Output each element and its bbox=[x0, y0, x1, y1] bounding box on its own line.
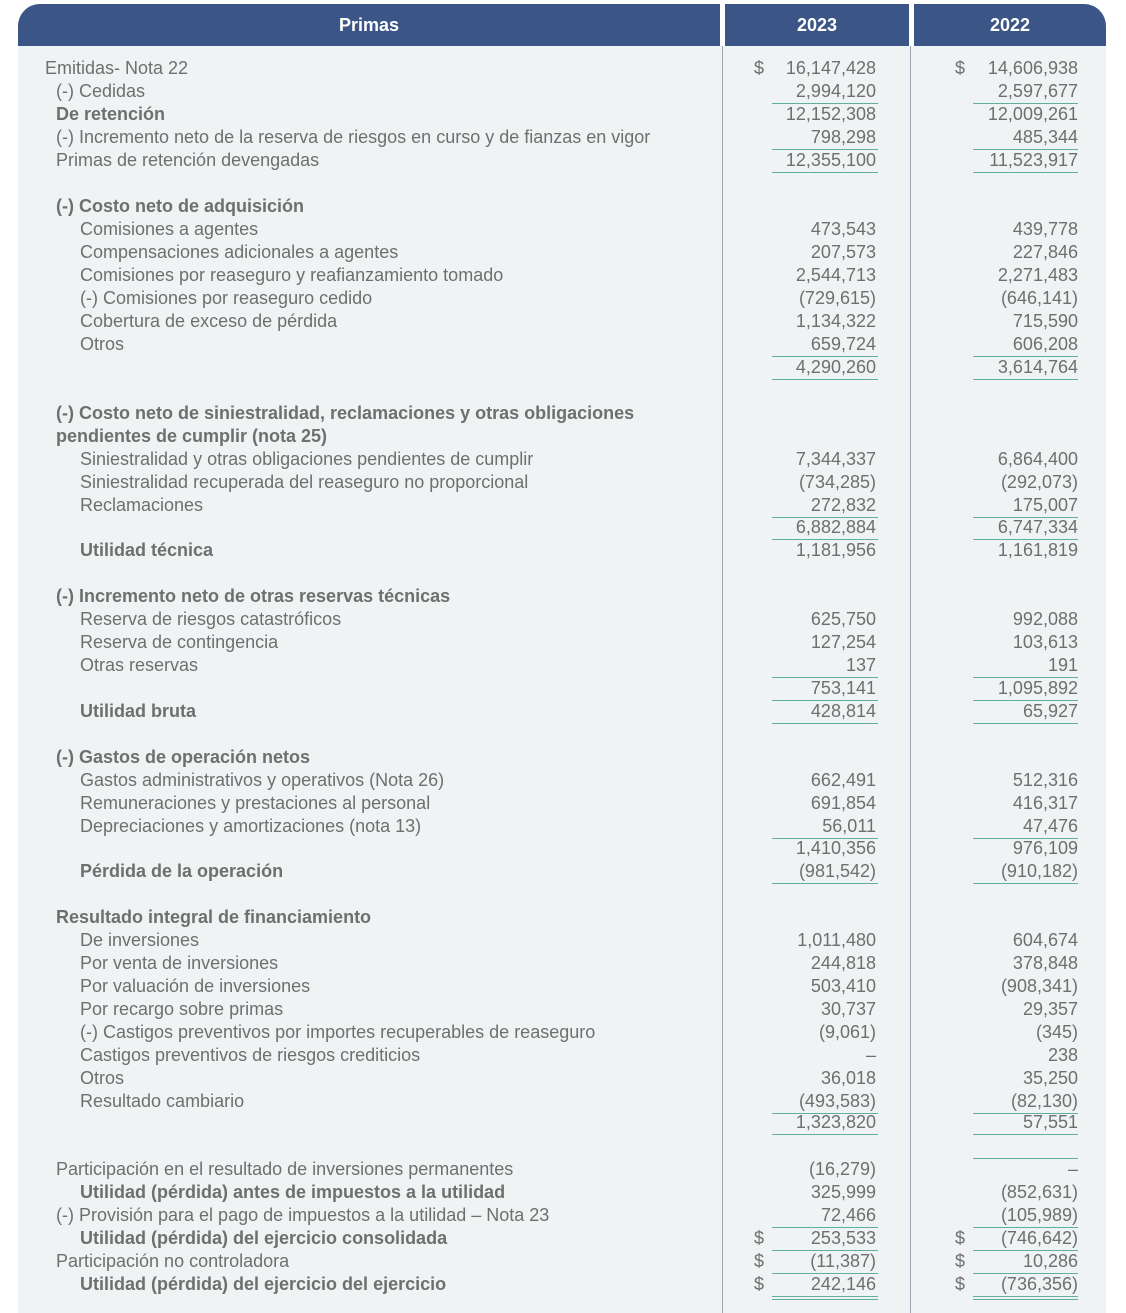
statement-row bbox=[0, 1181, 1126, 1204]
row-label: (-) Costo neto de siniestralidad, reclamaciones y otras obligaciones bbox=[56, 403, 635, 423]
row-label: Comisiones a agentes bbox=[80, 219, 259, 239]
value-2023: 1,410,356 bbox=[795, 838, 876, 858]
value-2023: 242,146 bbox=[810, 1274, 876, 1294]
row-label: Utilidad (pérdida) del ejercicio consolidada bbox=[80, 1228, 448, 1248]
value-2022: 57,551 bbox=[1022, 1112, 1078, 1132]
row-label: Depreciaciones y amortizaciones (nota 13) bbox=[80, 816, 422, 836]
value-2022: 103,613 bbox=[1012, 632, 1078, 652]
row-label: Participación no controladora bbox=[56, 1251, 290, 1271]
row-label: Emitidas- Nota 22 bbox=[45, 58, 189, 78]
row-label: Cobertura de exceso de pérdida bbox=[80, 311, 338, 331]
value-2022: 992,088 bbox=[1012, 609, 1078, 629]
row-label: Utilidad bruta bbox=[80, 701, 196, 721]
statement-row bbox=[0, 815, 1126, 838]
value-2022: 1,161,819 bbox=[997, 540, 1078, 560]
value-2022: 976,109 bbox=[1012, 838, 1078, 858]
underline-rule bbox=[772, 172, 878, 173]
statement-row bbox=[0, 126, 1126, 149]
row-label: Resultado integral de financiamiento bbox=[56, 907, 372, 927]
value-2023: (493,583) bbox=[798, 1091, 876, 1111]
value-2023: 36,018 bbox=[820, 1068, 876, 1088]
statement-row bbox=[0, 792, 1126, 815]
value-2023: 1,011,480 bbox=[797, 930, 876, 950]
value-2023: (729,615) bbox=[798, 288, 876, 308]
row-label: (-) Gastos de operación netos bbox=[56, 747, 311, 767]
value-2022: 47,476 bbox=[1022, 816, 1078, 836]
statement-row bbox=[0, 1204, 1126, 1227]
underline-rule bbox=[973, 1134, 1078, 1135]
currency-2023: $ bbox=[754, 1251, 765, 1271]
value-2023: (9,061) bbox=[818, 1022, 876, 1042]
row-label: (-) Cedidas bbox=[56, 81, 146, 101]
value-2022: (910,182) bbox=[1000, 861, 1078, 881]
value-2022: (105,989) bbox=[1000, 1205, 1078, 1225]
value-2023: 7,344,337 bbox=[795, 449, 876, 469]
statement-row bbox=[0, 333, 1126, 356]
value-2023: 473,543 bbox=[810, 219, 876, 239]
value-2022: (852,631) bbox=[1000, 1182, 1078, 1202]
underline-rule bbox=[973, 172, 1078, 173]
statement-row bbox=[0, 1090, 1126, 1113]
row-label: Por venta de inversiones bbox=[80, 953, 279, 973]
statement-row bbox=[0, 631, 1126, 654]
underline-rule bbox=[973, 1296, 1078, 1297]
value-2023: 72,466 bbox=[820, 1205, 876, 1225]
statement-row bbox=[0, 585, 1126, 608]
statement-row bbox=[0, 769, 1126, 792]
value-2022: 6,864,400 bbox=[997, 449, 1078, 469]
statement-row bbox=[0, 287, 1126, 310]
underline-rule bbox=[772, 379, 878, 380]
value-2022: 35,250 bbox=[1022, 1068, 1078, 1088]
value-2022: 6,747,334 bbox=[997, 517, 1078, 537]
statement-row bbox=[0, 975, 1126, 998]
value-2023: 1,323,820 bbox=[795, 1112, 876, 1132]
value-2023: 625,750 bbox=[810, 609, 876, 629]
row-label: Comisiones por reaseguro y reafianzamiento tomado bbox=[80, 265, 504, 285]
underline-rule bbox=[772, 883, 878, 884]
value-2023: 16,147,428 bbox=[785, 58, 876, 78]
value-2023: 662,491 bbox=[810, 770, 876, 790]
value-2022: 604,674 bbox=[1012, 930, 1078, 950]
row-label: Otras reservas bbox=[80, 655, 199, 675]
value-2022: 14,606,938 bbox=[987, 58, 1078, 78]
value-2023: 428,814 bbox=[810, 701, 876, 721]
row-label: Por recargo sobre primas bbox=[80, 999, 284, 1019]
underline-rule bbox=[772, 1296, 878, 1297]
value-2022: 175,007 bbox=[1012, 495, 1078, 515]
value-2022: 10,286 bbox=[1022, 1251, 1078, 1271]
statement-row bbox=[0, 471, 1126, 494]
currency-2022: $ bbox=[955, 1228, 966, 1248]
row-label: Otros bbox=[80, 1068, 125, 1088]
row-label: (-) Castigos preventivos por importes recuperables de reaseguro bbox=[80, 1022, 596, 1042]
row-label: (-) Incremento neto de la reserva de riesgos en curso y de fianzas en vigor bbox=[56, 127, 651, 147]
statement-row bbox=[0, 241, 1126, 264]
value-2022: (292,073) bbox=[1000, 472, 1078, 492]
row-label: Gastos administrativos y operativos (Nota 26) bbox=[80, 770, 445, 790]
row-label: De inversiones bbox=[80, 930, 200, 950]
row-label: Castigos preventivos de riesgos crediticios bbox=[80, 1045, 421, 1065]
underline-rule bbox=[772, 723, 878, 724]
underline-rule bbox=[973, 883, 1078, 884]
value-2023: 325,999 bbox=[810, 1182, 876, 1202]
row-label: Siniestralidad recuperada del reaseguro no proporcional bbox=[80, 472, 529, 492]
underline-rule bbox=[973, 1299, 1078, 1300]
statement-row bbox=[0, 700, 1126, 723]
value-2022: 227,846 bbox=[1012, 242, 1078, 262]
value-2022: 416,317 bbox=[1012, 793, 1078, 813]
row-label: Por valuación de inversiones bbox=[80, 976, 311, 996]
currency-2022: $ bbox=[955, 58, 966, 78]
statement-row bbox=[0, 654, 1126, 677]
statement-row bbox=[0, 1227, 1126, 1250]
statement-row bbox=[0, 952, 1126, 975]
statement-row bbox=[0, 402, 1126, 425]
value-2022: 191 bbox=[1047, 655, 1078, 675]
value-2022: 2,271,483 bbox=[997, 265, 1078, 285]
statement-row bbox=[0, 1250, 1126, 1273]
value-2022: 378,848 bbox=[1012, 953, 1078, 973]
row-label: Reserva de contingencia bbox=[80, 632, 279, 652]
underline-rule bbox=[973, 723, 1078, 724]
value-2023: 244,818 bbox=[810, 953, 876, 973]
currency-2023: $ bbox=[754, 1274, 765, 1294]
row-label: (-) Incremento neto de otras reservas técnicas bbox=[56, 586, 451, 606]
row-label: Utilidad (pérdida) del ejercicio del ejercicio bbox=[80, 1274, 447, 1294]
row-label: Otros bbox=[80, 334, 125, 354]
statement-row bbox=[0, 929, 1126, 952]
value-2022: 512,316 bbox=[1012, 770, 1078, 790]
value-2022: (746,642) bbox=[1000, 1228, 1078, 1248]
statement-row bbox=[0, 218, 1126, 241]
value-2023: 56,011 bbox=[822, 816, 876, 836]
value-2022: 485,344 bbox=[1012, 127, 1078, 147]
statement-row bbox=[0, 494, 1126, 517]
value-2022: (345) bbox=[1035, 1022, 1078, 1042]
statement-row bbox=[0, 677, 1126, 700]
statement-row bbox=[0, 425, 1126, 448]
row-label: Participación en el resultado de inversiones permanentes bbox=[56, 1159, 514, 1179]
row-label: Utilidad (pérdida) antes de impuestos a la utilidad bbox=[80, 1182, 506, 1202]
value-2022: 715,590 bbox=[1012, 311, 1078, 331]
row-label: Utilidad técnica bbox=[80, 540, 214, 560]
statement-row bbox=[0, 310, 1126, 333]
statement-row bbox=[0, 746, 1126, 769]
value-2022: 3,614,764 bbox=[997, 357, 1078, 377]
value-2022: (82,130) bbox=[1010, 1091, 1078, 1111]
underline-rule bbox=[973, 1158, 1078, 1159]
row-label: Resultado cambiario bbox=[80, 1091, 245, 1111]
value-2023: 798,298 bbox=[810, 127, 876, 147]
statement-row bbox=[0, 860, 1126, 883]
value-2022: (736,356) bbox=[1000, 1274, 1078, 1294]
underline-rule bbox=[772, 1134, 878, 1135]
underline-rule bbox=[772, 1299, 878, 1300]
statement-row bbox=[0, 539, 1126, 562]
value-2023: 1,134,322 bbox=[795, 311, 876, 331]
value-2022: 11,523,917 bbox=[989, 150, 1078, 170]
value-2023: 207,573 bbox=[810, 242, 876, 262]
statement-row bbox=[0, 448, 1126, 471]
value-2022: (646,141) bbox=[1000, 288, 1078, 308]
value-2023: 127,254 bbox=[810, 632, 876, 652]
statement-row bbox=[0, 356, 1126, 379]
statement-row bbox=[0, 1273, 1126, 1296]
statement-row bbox=[0, 1111, 1126, 1134]
value-2023: 6,882,884 bbox=[795, 517, 876, 537]
statement-row bbox=[0, 906, 1126, 929]
value-2023: 272,832 bbox=[810, 495, 876, 515]
row-label: Siniestralidad y otras obligaciones pendientes de cumplir bbox=[80, 449, 534, 469]
row-label: Primas de retención devengadas bbox=[56, 150, 320, 170]
value-2022: 1,095,892 bbox=[997, 678, 1078, 698]
value-2023: 2,544,713 bbox=[795, 265, 876, 285]
value-2022: 238 bbox=[1047, 1045, 1078, 1065]
value-2022: (908,341) bbox=[1000, 976, 1078, 996]
statement-row bbox=[0, 1158, 1126, 1181]
value-2023: 753,141 bbox=[810, 678, 876, 698]
value-2023: 691,854 bbox=[810, 793, 876, 813]
row-label: Pérdida de la operación bbox=[80, 861, 284, 881]
value-2023: (981,542) bbox=[798, 861, 876, 881]
row-label: De retención bbox=[56, 104, 166, 124]
value-2023: (734,285) bbox=[798, 472, 876, 492]
statement-row bbox=[0, 1044, 1126, 1067]
value-2022: – bbox=[1067, 1159, 1078, 1179]
value-2023: 12,355,100 bbox=[785, 150, 876, 170]
value-2022: 12,009,261 bbox=[987, 104, 1078, 124]
value-2023: (11,387) bbox=[810, 1251, 876, 1271]
value-2023: 4,290,260 bbox=[795, 357, 876, 377]
header-primas: Primas bbox=[18, 4, 720, 46]
value-2022: 29,357 bbox=[1022, 999, 1078, 1019]
value-2022: 2,597,677 bbox=[997, 81, 1078, 101]
row-label: Reclamaciones bbox=[80, 495, 204, 515]
underline-rule bbox=[973, 379, 1078, 380]
statement-row bbox=[0, 516, 1126, 539]
statement-row bbox=[0, 1067, 1126, 1090]
statement-row bbox=[0, 195, 1126, 218]
row-label: (-) Comisiones por reaseguro cedido bbox=[80, 288, 373, 308]
value-2023: 253,533 bbox=[810, 1228, 876, 1248]
statement-row bbox=[0, 1021, 1126, 1044]
value-2023: 30,737 bbox=[820, 999, 876, 1019]
value-2023: 1,181,956 bbox=[795, 540, 876, 560]
statement-row bbox=[0, 998, 1126, 1021]
currency-2023: $ bbox=[754, 1228, 765, 1248]
statement-row bbox=[0, 103, 1126, 126]
statement-row bbox=[0, 608, 1126, 631]
value-2023: (16,279) bbox=[808, 1159, 876, 1179]
header-2023: 2023 bbox=[725, 4, 909, 46]
value-2022: 606,208 bbox=[1012, 334, 1078, 354]
row-label: pendientes de cumplir (nota 25) bbox=[56, 426, 328, 446]
value-2023: 2,994,120 bbox=[795, 81, 876, 101]
value-2023: 503,410 bbox=[810, 976, 876, 996]
currency-2023: $ bbox=[754, 58, 765, 78]
row-label: Reserva de riesgos catastróficos bbox=[80, 609, 342, 629]
value-2022: 439,778 bbox=[1012, 219, 1078, 239]
statement-row bbox=[0, 57, 1126, 80]
row-label: (-) Provisión para el pago de impuestos a la utilidad – Nota 23 bbox=[56, 1205, 550, 1225]
statement-row bbox=[0, 837, 1126, 860]
value-2022: 65,927 bbox=[1022, 701, 1078, 721]
statement-row bbox=[0, 264, 1126, 287]
statement-row bbox=[0, 80, 1126, 103]
row-label: Remuneraciones y prestaciones al personal bbox=[80, 793, 431, 813]
value-2023: 137 bbox=[845, 655, 876, 675]
row-label: (-) Costo neto de adquisición bbox=[56, 196, 304, 216]
currency-2022: $ bbox=[955, 1251, 966, 1271]
value-2023: – bbox=[865, 1045, 876, 1065]
statement-row bbox=[0, 149, 1126, 172]
row-label: Compensaciones adicionales a agentes bbox=[80, 242, 399, 262]
currency-2022: $ bbox=[955, 1274, 966, 1294]
header-2022: 2022 bbox=[914, 4, 1106, 46]
value-2023: 12,152,308 bbox=[785, 104, 876, 124]
value-2023: 659,724 bbox=[810, 334, 876, 354]
